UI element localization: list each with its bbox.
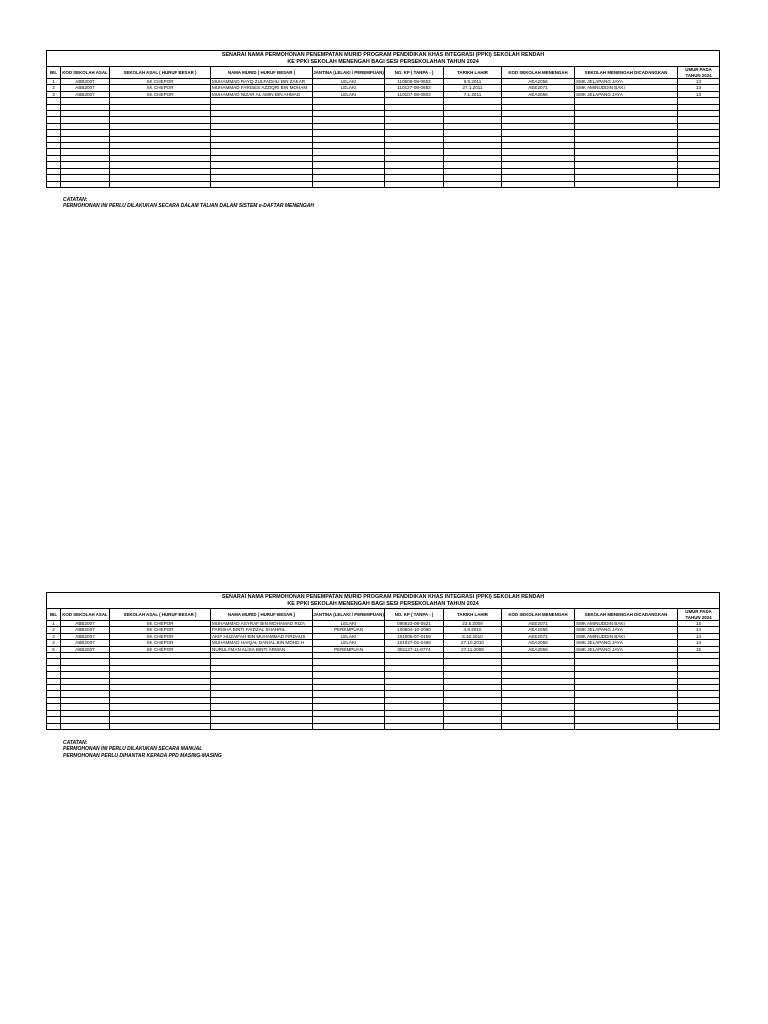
empty-cell [678, 181, 720, 187]
cell-sekolah-asal: SK CHEPOR [110, 633, 211, 639]
cell-umur: 15 [678, 621, 720, 627]
cell-no-kp: 091127-11-0774 [385, 646, 444, 652]
cell-tarikh-lahir: 27.10.2010 [444, 640, 502, 646]
cell-kod-sekolah-menengah: AEA2056 [502, 91, 575, 97]
cell-kod-sekolah-menengah: AEE2071 [502, 633, 575, 639]
cell-sekolah-dicadangkan: SMK JELAPANG JAYA [575, 79, 678, 85]
empty-cell [110, 723, 211, 729]
cell-jantina: LELAKI [313, 621, 385, 627]
cell-bil: 2 [47, 627, 61, 633]
cell-bil: 1 [47, 621, 61, 627]
cell-umur: 13 [678, 85, 720, 91]
cell-tarikh-lahir: 4.8.2010 [444, 627, 502, 633]
empty-cell [47, 181, 61, 187]
cell-tarikh-lahir: 7.1.2011 [444, 91, 502, 97]
cell-tarikh-lahir: 6.5.2011 [444, 79, 502, 85]
cell-jantina: PEREMPUAN [313, 646, 385, 652]
cell-umur: 13 [678, 79, 720, 85]
header-jantina: JANTINA (LELAKI / PEREMPUAN) [313, 67, 385, 79]
cell-sekolah-asal: SK CHEPOR [110, 91, 211, 97]
sheet-title-line1: SENARAI NAMA PERMOHONAN PENEMPATAN MURID PROGRAM PENDIDIKAN KHAS INTEGRASI (PPKI) SEKOLAH RENDAH [47, 51, 720, 60]
header-bil: BIL [47, 609, 61, 621]
empty-cell [502, 723, 575, 729]
header-jantina: JANTINA (LELAKI / PEREMPUAN) [313, 609, 385, 621]
header-tarikh-lahir: TARIKH LAHIR [444, 67, 502, 79]
student-table [46, 592, 720, 730]
header-umur: UMUR PADA TAHUN 2024 [678, 67, 720, 79]
cell-sekolah-dicadangkan: SMK JELAPANG JAYA [575, 627, 678, 633]
application-table-manual [46, 592, 719, 730]
sheet-title-line2: KE PPKI SEKOLAH MENENGAH BAGI SESI PERSEKOLAHAN TAHUN 2024 [47, 601, 720, 609]
empty-cell [110, 181, 211, 187]
cell-bil: 1 [47, 79, 61, 85]
cell-tarikh-lahir: 27.1.2011 [444, 85, 502, 91]
cell-sekolah-asal: SK CHEPOR [110, 79, 211, 85]
empty-cell [313, 181, 385, 187]
cell-tarikh-lahir: 5.10.2010 [444, 633, 502, 639]
cell-kod-sekolah-asal: ABB2007 [61, 627, 110, 633]
cell-sekolah-dicadangkan: SMK JELAPANG JAYA [575, 646, 678, 652]
empty-cell [678, 723, 720, 729]
empty-cell [211, 723, 313, 729]
cell-bil: 4 [47, 640, 61, 646]
cell-nama-murid: MUHAMMAD RAYQ ZULFADHLI BIN ZAKAR [211, 79, 313, 85]
cell-kod-sekolah-menengah: AEA2056 [502, 79, 575, 85]
header-nama-murid: NAMA MURID ( HURUF BESAR ) [211, 609, 313, 621]
header-kod-sekolah-menengah: KOD SEKOLAH MENENGAH [502, 609, 575, 621]
header-sekolah-dicadangkan: SEKOLAH MENENGAH DICADANGKAN [575, 67, 678, 79]
cell-jantina: LELAKI [313, 633, 385, 639]
notes-heading: CATATAN: [63, 197, 88, 203]
empty-cell [444, 723, 502, 729]
cell-kod-sekolah-menengah: AEE2071 [502, 621, 575, 627]
cell-jantina: LELAKI [313, 79, 385, 85]
cell-umur: 14 [678, 627, 720, 633]
sheet-title-line2: KE PPKI SEKOLAH MENENGAH BAGI SESI PERSEKOLAHAN TAHUN 2024 [47, 59, 720, 67]
cell-jantina: PEREMPUAN [313, 627, 385, 633]
empty-cell [313, 723, 385, 729]
cell-nama-murid: NURULYMAN ALISA BINTI ARMAN [211, 646, 313, 652]
cell-no-kp: 110506-08-0853 [385, 79, 444, 85]
header-umur: UMUR PADA TAHUN 2024 [678, 609, 720, 621]
cell-no-kp: 101005-07-0159 [385, 633, 444, 639]
cell-nama-murid: MUHAMMAD NIZAR AL AMIN BIN AHMAD [211, 91, 313, 97]
cell-nama-murid: MUHAMMAD HAIQAL DANIAL BIN MOHD H [211, 640, 313, 646]
cell-sekolah-asal: SK CHEPOR [110, 640, 211, 646]
cell-bil: 2 [47, 85, 61, 91]
cell-kod-sekolah-asal: ABB2007 [61, 646, 110, 652]
cell-sekolah-asal: SK CHEPOR [110, 646, 211, 652]
empty-cell [385, 723, 444, 729]
cell-sekolah-asal: SK CHEPOR [110, 85, 211, 91]
cell-tarikh-lahir: 27.11.2009 [444, 646, 502, 652]
cell-sekolah-asal: SK CHEPOR [110, 621, 211, 627]
cell-jantina: LELAKI [313, 85, 385, 91]
cell-kod-sekolah-asal: ABB2007 [61, 640, 110, 646]
cell-kod-sekolah-asal: ABB2007 [61, 91, 110, 97]
empty-cell [47, 723, 61, 729]
cell-sekolah-dicadangkan: SMK AMINUDDIN BAKI [575, 633, 678, 639]
notes-heading: CATATAN: [63, 740, 88, 746]
cell-bil: 3 [47, 91, 61, 97]
notes-line: PERMOHONAN PERLU DIHANTAR KEPADA PPD MASING-MASING [63, 752, 222, 759]
cell-no-kp: 100804-10-2060 [385, 627, 444, 633]
empty-cell [385, 181, 444, 187]
cell-sekolah-dicadangkan: SMK JELAPANG JAYA [575, 91, 678, 97]
header-no-kp: NO. KP ( TANPA - ) [385, 609, 444, 621]
cell-nama-murid: FARISHA BINTI FAIDZAL SHAHRIL [211, 627, 313, 633]
empty-cell [61, 723, 110, 729]
cell-sekolah-dicadangkan: SMK AMINUDDIN BAKI [575, 85, 678, 91]
cell-kod-sekolah-menengah: AEE2071 [502, 85, 575, 91]
notes-manual [63, 740, 222, 759]
header-kod-sekolah-menengah: KOD SEKOLAH MENENGAH [502, 67, 575, 79]
cell-umur: 14 [678, 633, 720, 639]
header-tarikh-lahir: TARIKH LAHIR [444, 609, 502, 621]
empty-cell [61, 181, 110, 187]
cell-sekolah-dicadangkan: SMK JELAPANG JAYA [575, 640, 678, 646]
cell-bil: 3 [47, 633, 61, 639]
cell-nama-murid: MUHAMMAD ASYRAF BIN MOHAMAD RIZA [211, 621, 313, 627]
empty-cell [575, 723, 678, 729]
student-table [46, 50, 720, 188]
cell-kod-sekolah-asal: ABB2007 [61, 621, 110, 627]
cell-umur: 13 [678, 91, 720, 97]
header-sekolah-asal: SEKOLAH ASAL ( HURUF BESAR ) [110, 67, 211, 79]
cell-no-kp: 110107-08-0803 [385, 91, 444, 97]
header-kod-sekolah-asal: KOD SEKOLAH ASAL [61, 609, 110, 621]
cell-kod-sekolah-asal: ABB2007 [61, 633, 110, 639]
sheet-title-line1: SENARAI NAMA PERMOHONAN PENEMPATAN MURID PROGRAM PENDIDIKAN KHAS INTEGRASI (PPKI) SEKOLAH RENDAH [47, 593, 720, 602]
cell-jantina: LELAKI [313, 640, 385, 646]
header-no-kp: NO. KP ( TANPA - ) [385, 67, 444, 79]
empty-row [47, 181, 720, 187]
cell-umur: 14 [678, 640, 720, 646]
header-nama-murid: NAMA MURID ( HURUF BESAR ) [211, 67, 313, 79]
cell-bil: 5 [47, 646, 61, 652]
notes-line: PERMOHONAN INI PERLU DILAKUKAN SECARA MANUAL [63, 746, 203, 753]
cell-kod-sekolah-asal: ABB2007 [61, 85, 110, 91]
notes-online [63, 197, 314, 210]
cell-kod-sekolah-menengah: AEA2056 [502, 627, 575, 633]
empty-cell [575, 181, 678, 187]
cell-no-kp: 101027-02-0495 [385, 640, 444, 646]
cell-sekolah-dicadangkan: SMK AMINUDDIN BAKI [575, 621, 678, 627]
cell-sekolah-asal: SK CHEPOR [110, 627, 211, 633]
cell-umur: 15 [678, 646, 720, 652]
application-table-online [46, 50, 719, 188]
empty-cell [211, 181, 313, 187]
cell-kod-sekolah-menengah: AEA2056 [502, 640, 575, 646]
notes-line: PERMOHONAN INI PERLU DILAKUKAN SECARA DALAM TALIAN DALAM SISTEM e-DAFTAR MENENGAH [63, 203, 315, 210]
empty-row [47, 723, 720, 729]
header-bil: BIL [47, 67, 61, 79]
header-sekolah-asal: SEKOLAH ASAL ( HURUF BESAR ) [110, 609, 211, 621]
cell-nama-murid: MUHAMMAD FARISES AZZIQRI BIN MOHAM [211, 85, 313, 91]
cell-nama-murid: AKIF HUZAIFAH BIN MUHAMMAD FIRDAUS [211, 633, 313, 639]
cell-kod-sekolah-menengah: AEA2056 [502, 646, 575, 652]
cell-kod-sekolah-asal: ABB2007 [61, 79, 110, 85]
cell-jantina: LELAKI [313, 91, 385, 97]
cell-no-kp: 090623-08-0521 [385, 621, 444, 627]
cell-tarikh-lahir: 23.6.2009 [444, 621, 502, 627]
cell-no-kp: 110127-08-0683 [385, 85, 444, 91]
empty-cell [444, 181, 502, 187]
header-sekolah-dicadangkan: SEKOLAH MENENGAH DICADANGKAN [575, 609, 678, 621]
header-kod-sekolah-asal: KOD SEKOLAH ASAL [61, 67, 110, 79]
empty-cell [502, 181, 575, 187]
